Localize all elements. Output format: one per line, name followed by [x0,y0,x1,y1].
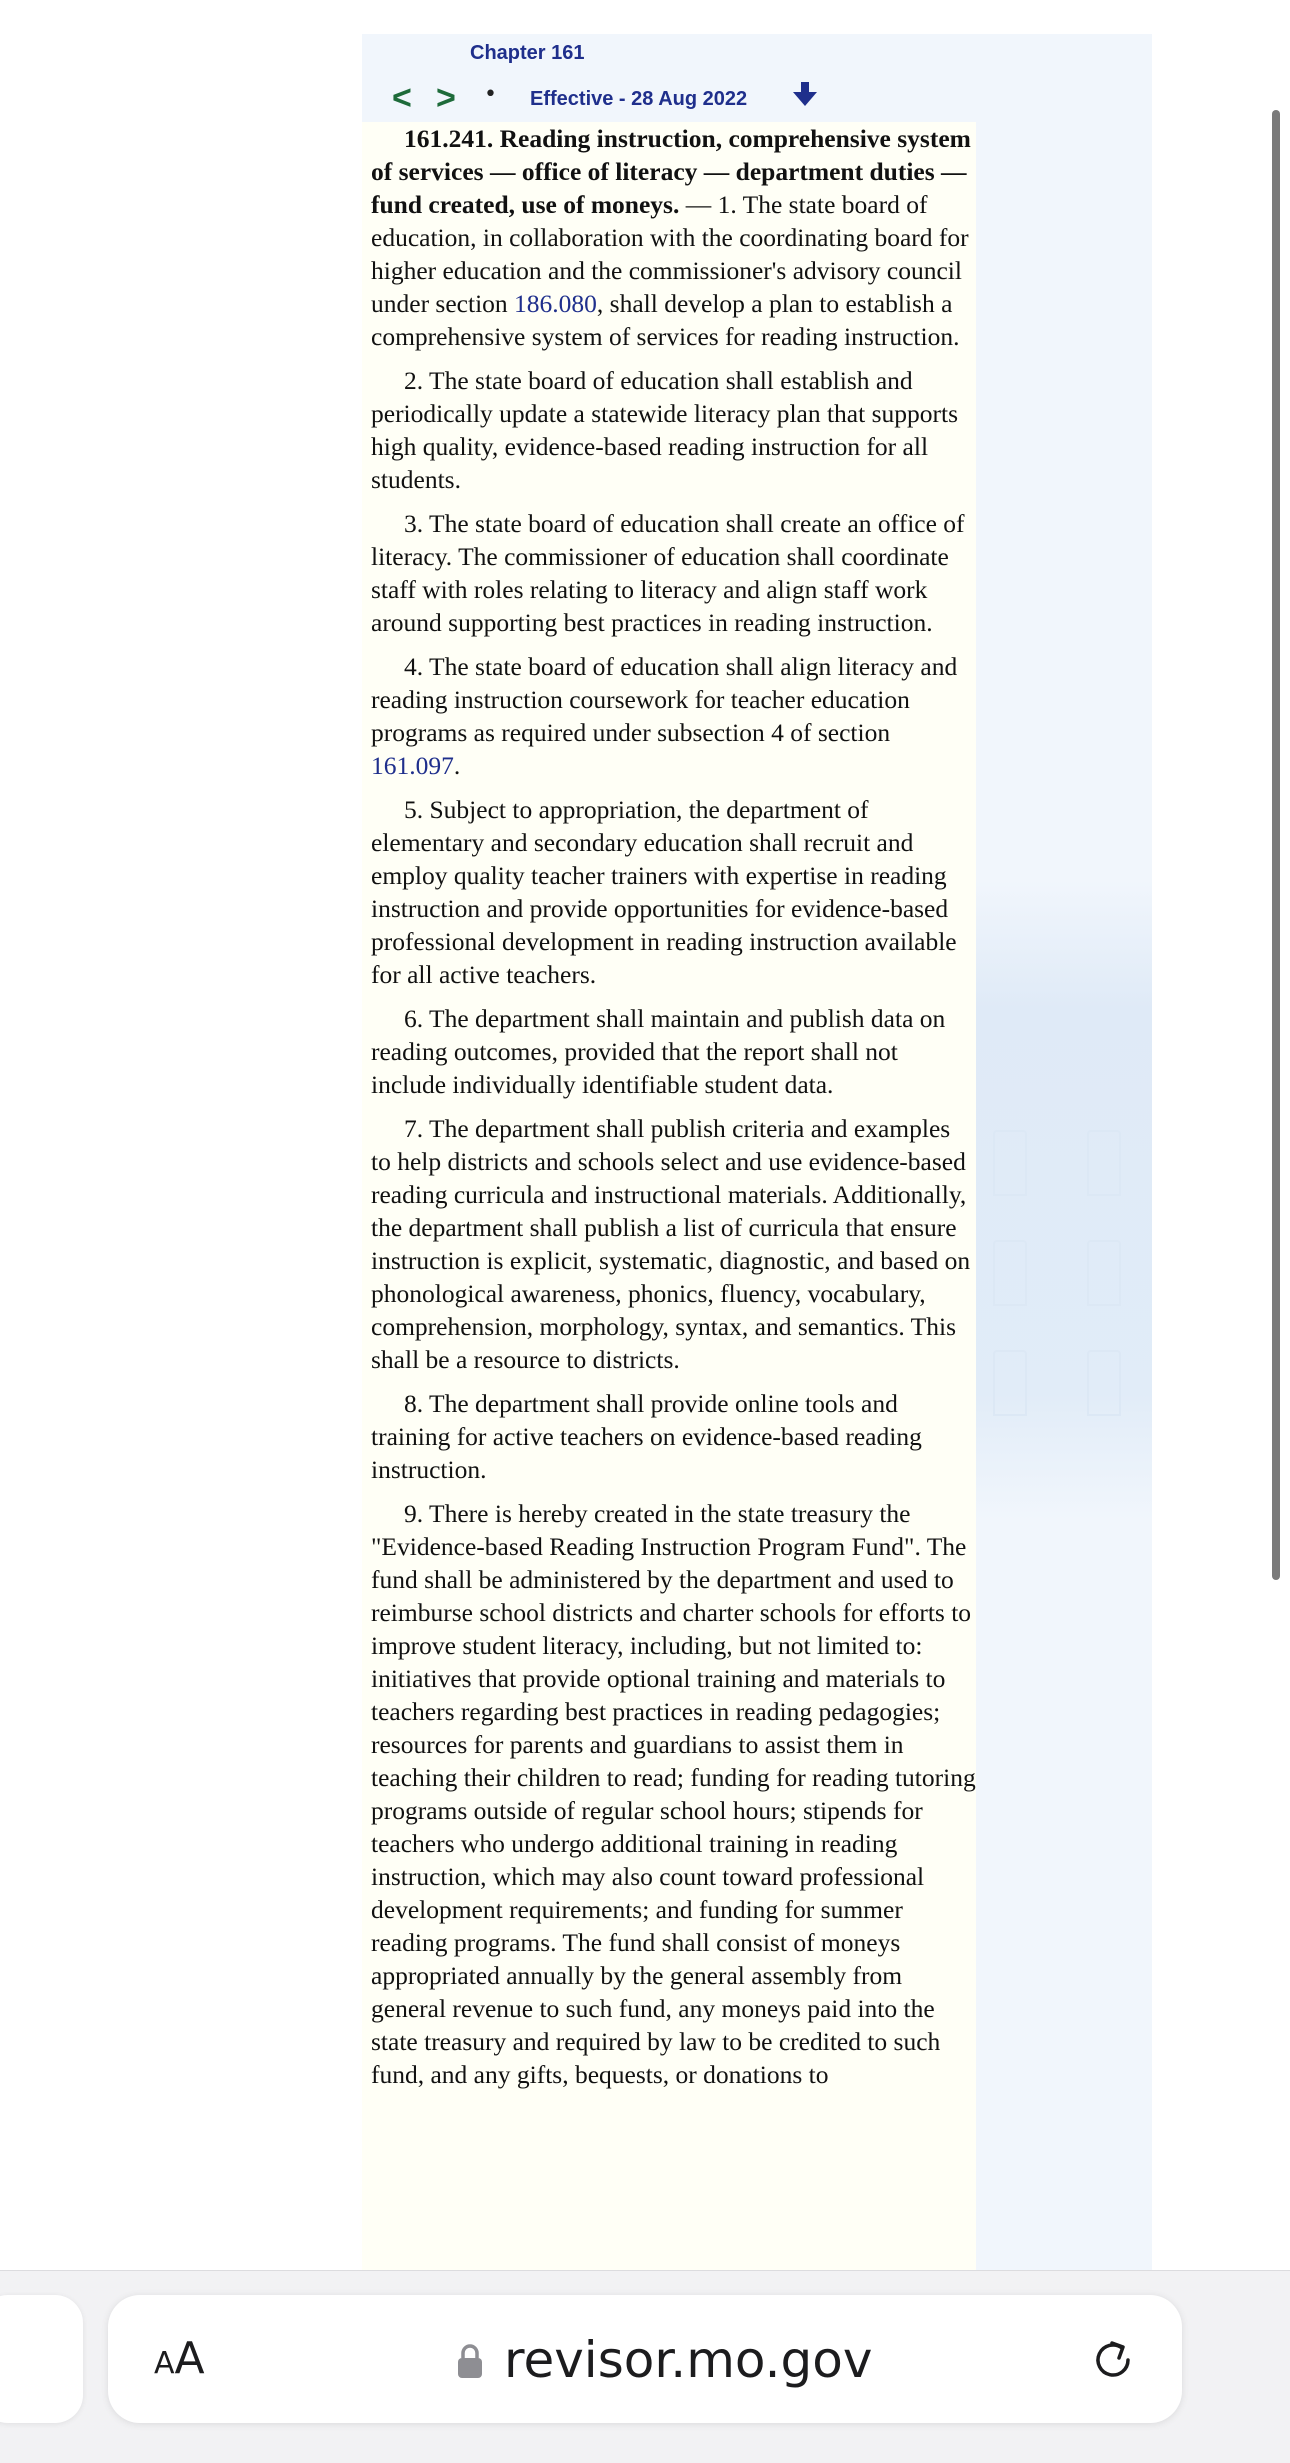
lock-icon [456,2343,484,2379]
paragraph-text: 4. The state board of education shall align literacy and reading instruction coursework for teacher education programs as required under subsection 4 of section [371,652,958,747]
previous-tab[interactable] [0,2295,83,2423]
paragraph-text: . [453,751,461,780]
paragraph-text: , shall develop a plan to establish a comprehensive system of services for reading instruction. [371,289,960,351]
statute-paragraph-4 [371,650,976,782]
url-text[interactable]: revisor.mo.gov [504,2331,873,2389]
aa-large-icon: A [174,2333,205,2384]
background-window [993,1130,1027,1196]
statute-text [362,122,976,2274]
next-section-button[interactable]: > [436,79,456,117]
statute-paragraph-8: 8. The department shall provide online tools and training for active teachers on evidence-based reading instruction. [371,1389,922,1484]
section-186-080-link[interactable]: 186.080 [514,289,597,318]
browser-toolbar [0,2270,1290,2463]
statute-paragraph-1 [371,122,976,353]
statute-paragraph-2: 2. The state board of education shall establish and periodically update a statewide literacy plan that supports high quality, evidence-based reading instruction for all students. [371,366,959,494]
statute-paragraph-5: 5. Subject to appropriation, the department of elementary and secondary education shall recruit and employ quality teacher trainers with expertise in reading instruction and provide opportunities for evidence-based professional development in reading instruction available for all active teachers. [371,795,957,989]
arrow-down-icon[interactable] [793,82,817,108]
statute-paragraph-6: 6. The department shall maintain and publish data on reading outcomes, provided that the report shall not include individually identifiable student data. [371,1004,946,1099]
effective-date[interactable]: Effective - 28 Aug 2022 [530,88,748,110]
section-161-097-link[interactable]: 161.097 [371,751,454,780]
chapter-link[interactable]: Chapter 161 [470,42,585,64]
statute-paragraph-3: 3. The state board of education shall create an office of literacy. The commissioner of education shall coordinate staff with roles relating to literacy and align staff work around supporting best practices in reading instruction. [371,509,965,637]
previous-section-button[interactable]: < [392,79,412,117]
section-nav [388,78,848,122]
background-window [993,1240,1027,1306]
capitol-background-image [975,880,1152,1520]
scrollbar[interactable] [1272,110,1280,1580]
statute-paragraph-9: 9. There is hereby created in the state treasury the "Evidence-based Reading Instruction Program Fund". The fund shall be administered by the department and used to reimburse school districts and charter schools for efforts to improve student literacy, including, but not limited to: initiatives that provide optional training and materials to teachers regarding best practices in reading pedagogies; resources for parents and guardians to assist them in teaching their children to read; funding for reading tutoring programs outside of regular school hours; stipends for teachers who undergo additional training in reading instruction, which may also count toward professional development requirements; and funding for summer reading programs. The fund shall consist of moneys appropriated annually by the general assembly from general revenue to such fund, any moneys paid into the state treasury and required by law to be credited to such fund, and any gifts, bequests, or donations to [371,1499,976,2089]
address-bar[interactable] [108,2295,1182,2423]
reload-icon[interactable] [1088,2335,1138,2385]
aa-small-icon: A [154,2346,175,2381]
statute-paragraph-7: 7. The department shall publish criteria and examples to help districts and schools select and use evidence-based reading curricula and instructional materials. Additionally, the department shall publish a list of curricula that ensure instruction is explicit, systematic, diagnostic, and based on phonological awareness, phonics, fluency, vocabulary, comprehension, morphology, syntax, and semantics. This shall be a resource to districts. [371,1114,971,1374]
background-window [1087,1350,1121,1416]
background-window [993,1350,1027,1416]
nav-dot-icon[interactable]: • [484,82,497,107]
page-settings-button[interactable] [154,2331,205,2387]
paragraph-text: — 1. The state board of education, in collaboration with the coordinating board for higher education and the commissioner's advisory council under section [371,190,969,318]
section-heading: 161.241. Reading instruction, comprehensive system of services — office of literacy — department duties — fund created, use of moneys. [371,124,971,219]
background-window [1087,1130,1121,1196]
background-window [1087,1240,1121,1306]
